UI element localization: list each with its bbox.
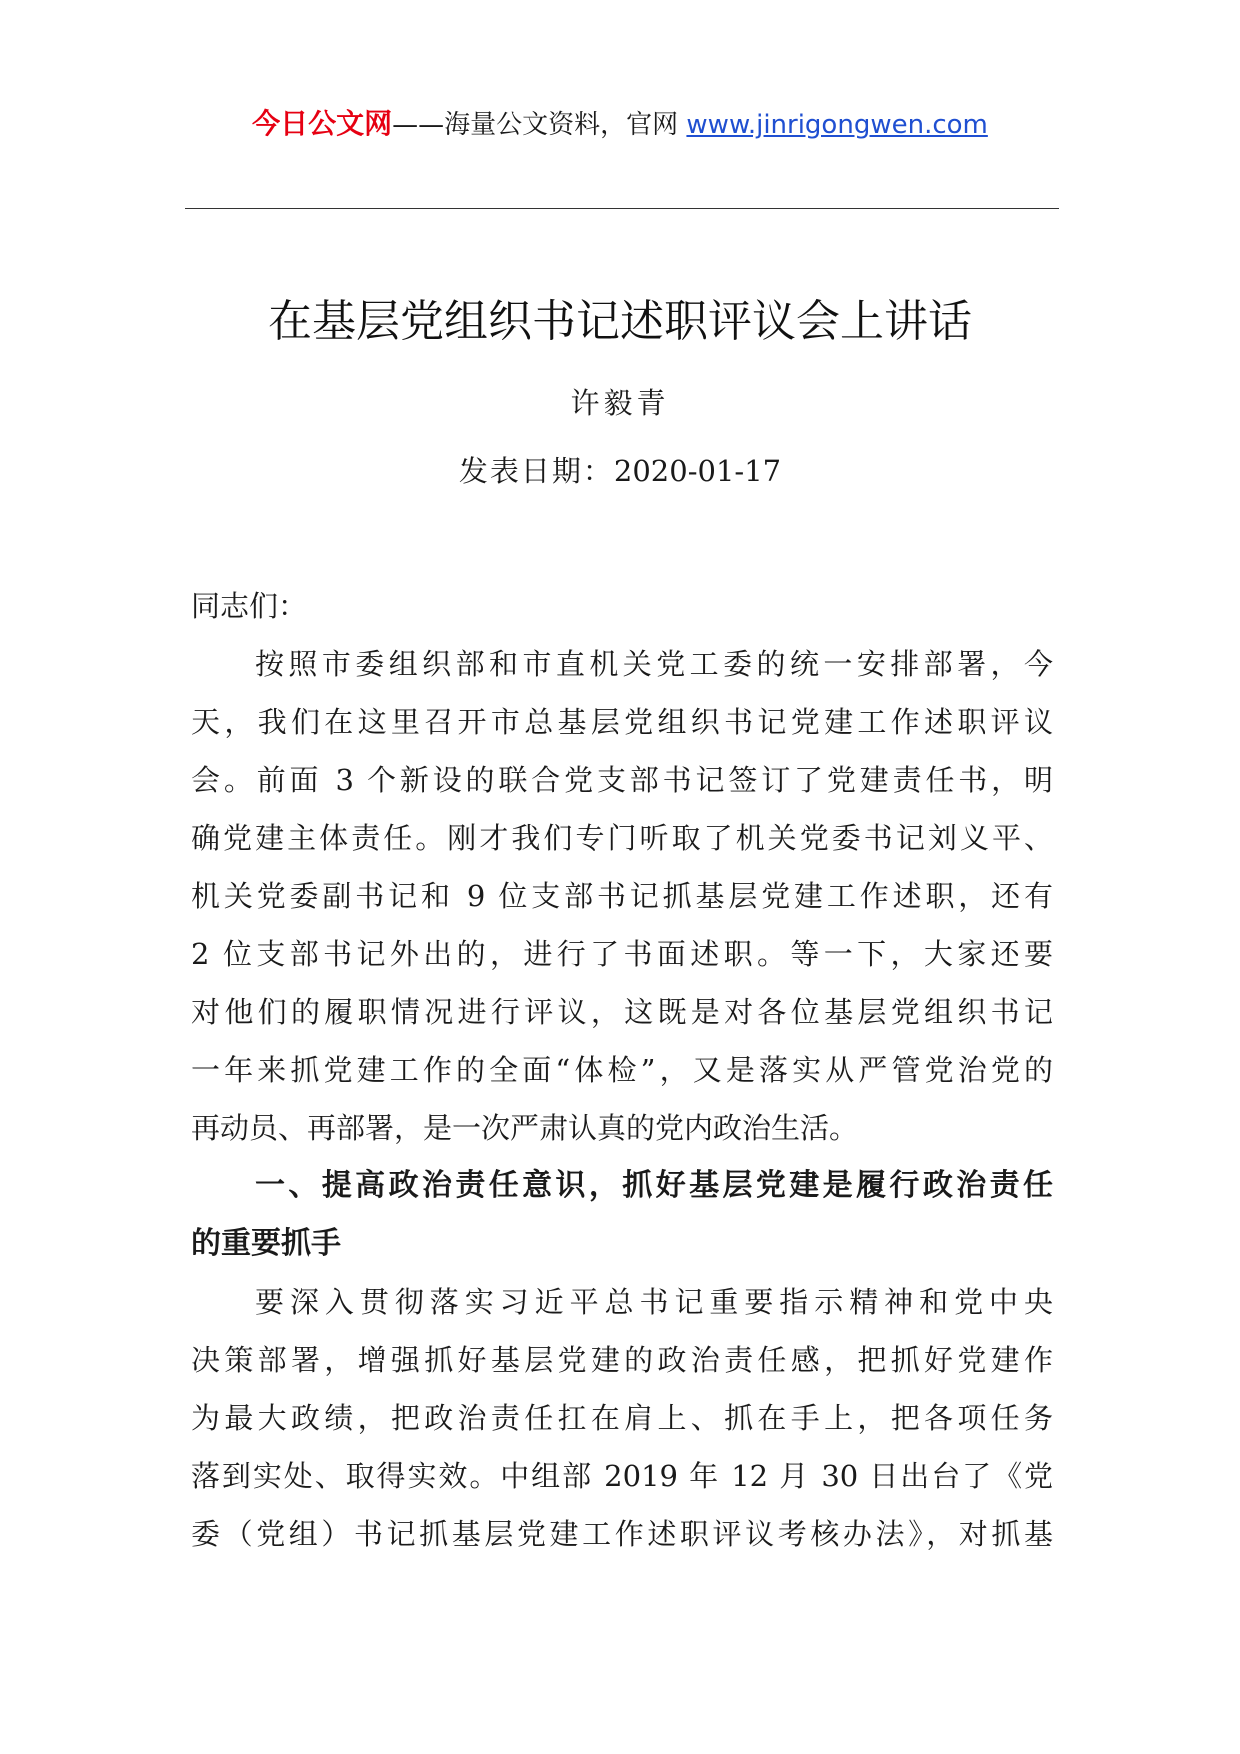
paragraph-line: 会。前面 3 个新设的联合党支部书记签订了党建责任书，明	[191, 763, 1053, 797]
site-brand: 今日公文网	[252, 107, 393, 140]
document-body	[191, 577, 1053, 1563]
paragraph-line: 天，我们在这里召开市总基层党组织书记党建工作述职评议	[191, 705, 1053, 739]
document-title: 在基层党组织书记述职评议会上讲话	[268, 296, 972, 347]
document-author: 许毅青	[570, 386, 670, 420]
paragraph-line: 落到实处、取得实效。中组部 2019 年 12 月 30 日出台了《党	[191, 1459, 1053, 1493]
paragraph-line: 2 位支部书记外出的，进行了书面述职。等一下，大家还要	[191, 937, 1053, 971]
site-header	[0, 104, 1240, 145]
paragraph-line: 确党建主体责任。刚才我们专门听取了机关党委书记刘义平、	[191, 821, 1053, 855]
site-url-link[interactable]: www.jinrigongwen.com	[686, 110, 988, 140]
publish-date-value: 2020-01-17	[613, 454, 782, 488]
site-tagline: ——海量公文资料，官网	[392, 110, 687, 140]
paragraph-line: 对他们的履职情况进行评议，这既是对各位基层党组织书记	[191, 995, 1053, 1029]
publish-date-label: 发表日期：	[458, 454, 614, 488]
publish-date	[0, 451, 1240, 491]
header-divider	[185, 208, 1059, 209]
paragraph-line: 一年来抓党建工作的全面“体检”，又是落实从严管党治党的	[191, 1053, 1053, 1087]
salutation: 同志们：	[191, 589, 308, 623]
paragraph-line: 再动员、再部署，是一次严肃认真的党内政治生活。	[191, 1111, 859, 1145]
paragraph-line: 委（党组）书记抓基层党建工作述职评议考核办法》，对抓基	[191, 1517, 1053, 1551]
paragraph-line: 按照市委组织部和市直机关党工委的统一安排部署，今	[255, 647, 1053, 681]
section-heading: 一、提高政治责任意识，抓好基层党建是履行政治责任	[255, 1168, 1053, 1203]
section-heading: 的重要抓手	[191, 1226, 341, 1261]
paragraph-line: 决策部署，增强抓好基层党建的政治责任感，把抓好党建作	[191, 1343, 1053, 1377]
paragraph-line: 机关党委副书记和 9 位支部书记抓基层党建工作述职，还有	[191, 879, 1053, 913]
paragraph-line: 要深入贯彻落实习近平总书记重要指示精神和党中央	[255, 1285, 1053, 1319]
paragraph-line: 为最大政绩，把政治责任扛在肩上、抓在手上，把各项任务	[191, 1401, 1053, 1435]
